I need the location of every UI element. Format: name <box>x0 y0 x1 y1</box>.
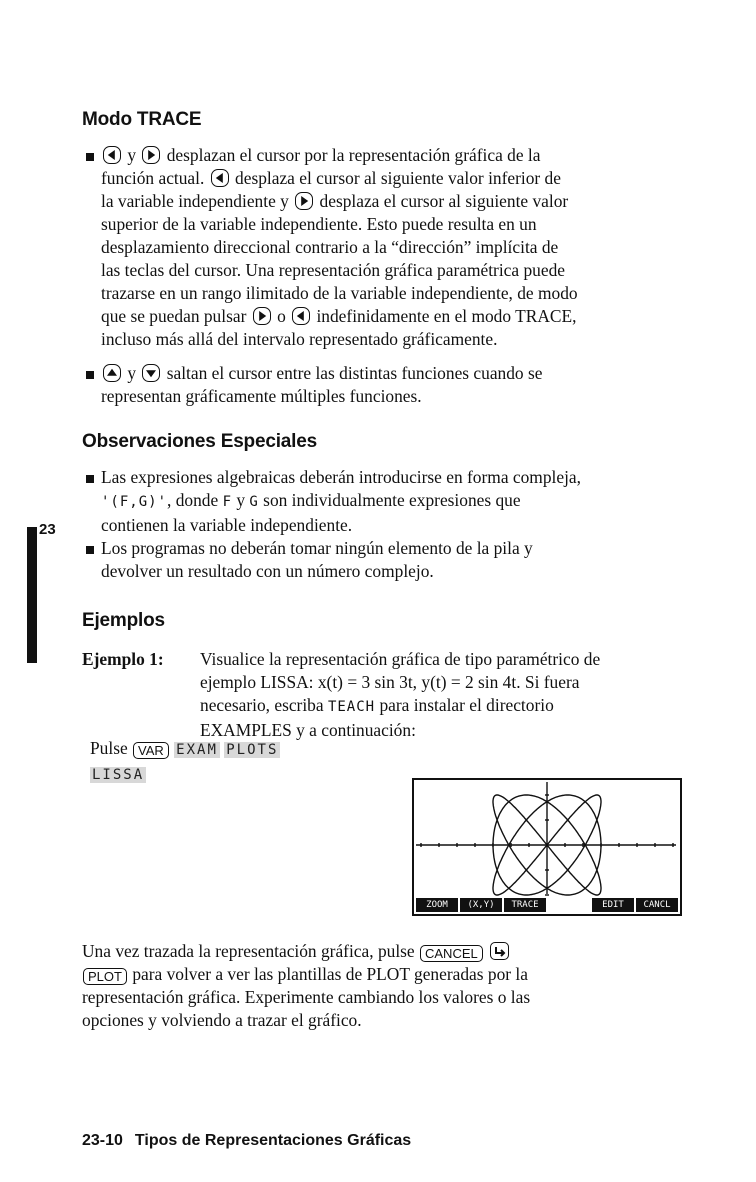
screen-menu-blank <box>548 898 590 912</box>
right-arrow-key-icon <box>253 307 271 325</box>
softkey-lissa: LISSA <box>92 767 145 783</box>
right-arrow-key-icon <box>295 192 313 210</box>
page-number: 23-10 <box>82 1132 123 1149</box>
down-arrow-key-icon <box>142 364 160 382</box>
bullet-mark <box>86 475 94 483</box>
chapter-tab-bar <box>27 527 37 663</box>
calculator-screen <box>412 778 682 916</box>
page-footer <box>82 1132 411 1150</box>
left-arrow-key-icon <box>103 146 121 164</box>
example-label: Ejemplo 1: <box>82 649 164 669</box>
up-arrow-key-icon <box>103 364 121 382</box>
trace-heading: Modo TRACE <box>82 109 202 130</box>
screen-menu-bar <box>416 898 678 912</box>
after-paragraph: Una vez trazada la representación gráfica, pulse CANCEL PLOT para volver a ver las plantillas de PLOT generadas por la representación gráfica. Experimente cambiando los valores o las opciones y volviendo a trazar el gráfico. <box>82 941 531 1030</box>
trace-bullet-1: y desplazan el cursor por la representación gráfica de la función actual. desplaza el cursor al siguiente valor inferior de la variable independiente y desplaza el cursor al siguiente valor superior de la variable independiente. Esto puede resulta en un desplazamiento direccional contrario a la “dirección” implícita de las teclas del cursor. Una representación gráfica paramétrica puede trazarse en un rango ilimitado de la variable independiente, de modo que se puedan pulsar o indefinidamente en el modo TRACE, incluso más allá del intervalo representado gráficamente. <box>101 145 578 349</box>
cancel-key: CANCEL <box>420 945 483 962</box>
obs-bullet-1: Las expresiones algebraicas deberán introducirse en forma compleja, '(F,G)', donde F y G son individualmente expresiones que contienen la variable independiente. <box>101 467 581 535</box>
examples-heading: Ejemplos <box>82 610 165 631</box>
chapter-title: Tipos de Representaciones Gráficas <box>134 1132 412 1149</box>
chapter-tab-number: 23 <box>39 521 56 538</box>
screen-menu-cancl: CANCL <box>636 898 678 912</box>
obs-bullet-2: Los programas no deberán tomar ningún elemento de la pila y devolver un resultado con un número complejo. <box>101 538 533 581</box>
left-arrow-key-icon <box>211 169 229 187</box>
bullet-mark <box>86 371 94 379</box>
right-arrow-key-icon <box>142 146 160 164</box>
example-text: Visualice la representación gráfica de tipo paramétrico de ejemplo LISSA: x(t) = 3 sin 3t, y(t) = 2 sin 4t. Si fuera necesario, escriba TEACH para instalar el directorio EXAMPLES y a continuación: <box>200 649 601 740</box>
right-shift-key-icon <box>490 942 509 960</box>
var-key: VAR <box>133 742 169 759</box>
press-instruction: Pulse VAR EXAM PLOTS LISSA <box>90 738 279 783</box>
softkey-exam: EXAM <box>176 742 218 758</box>
lissajous-plot <box>414 780 680 896</box>
screen-menu-zoom: ZOOM <box>416 898 458 912</box>
left-arrow-key-icon <box>292 307 310 325</box>
bullet-mark <box>86 546 94 554</box>
screen-menu-edit: EDIT <box>592 898 634 912</box>
softkey-plots: PLOTS <box>226 742 279 758</box>
trace-bullet-2: y saltan el cursor entre las distintas funciones cuando se representan gráficamente múltiples funciones. <box>101 363 543 406</box>
observations-heading: Observaciones Especiales <box>82 431 317 452</box>
plot-key: PLOT <box>83 968 127 985</box>
bullet-mark <box>86 153 94 161</box>
screen-menu-xy: (X,Y) <box>460 898 502 912</box>
screen-menu-trace: TRACE <box>504 898 546 912</box>
